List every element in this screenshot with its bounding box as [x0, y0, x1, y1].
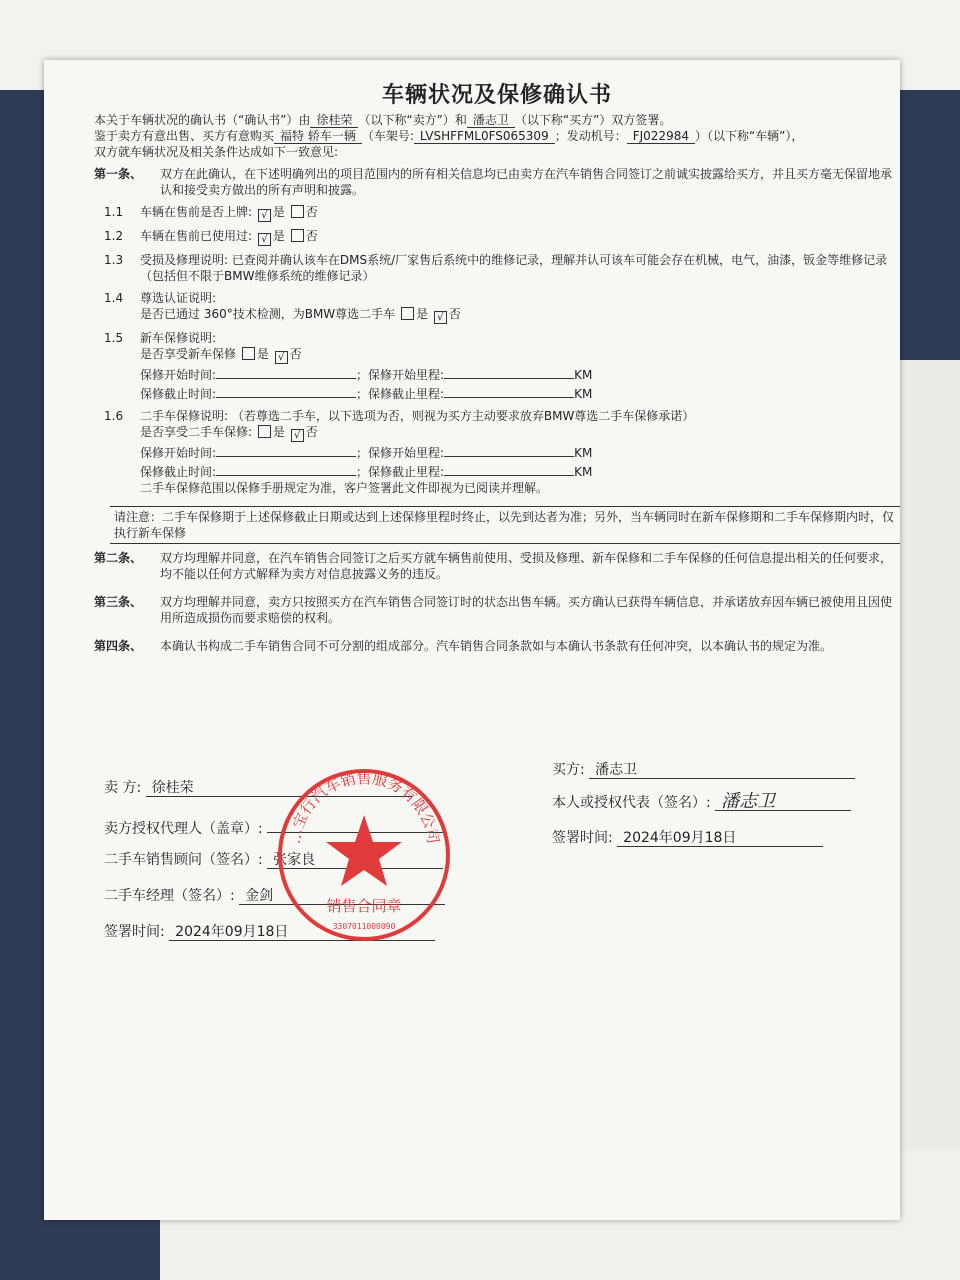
yes-label: 是 — [416, 307, 429, 321]
end-time-field[interactable] — [216, 463, 356, 476]
no-label: 否 — [305, 229, 318, 243]
seal-outer-path: …宝行汽车销售服务有限公司 — [285, 769, 443, 846]
seal-star-icon — [326, 815, 402, 886]
article-1 — [94, 166, 900, 198]
item-number: 1.3 — [104, 253, 124, 267]
intro-text: （以下称“买方”）双方签署。 — [514, 113, 672, 127]
buyer-date-value: 2024年09月18日 — [617, 830, 823, 847]
checkbox-yes-checked[interactable]: √ — [258, 209, 271, 222]
end-km-field[interactable] — [444, 463, 574, 476]
advisor-value: 张家良 — [267, 852, 443, 869]
vin-number: LVSHFFML0FS065309 — [414, 129, 555, 144]
yes-label: 是 — [272, 229, 285, 243]
buyer-label: 买方: — [552, 762, 585, 778]
item-1-4-text — [140, 290, 900, 324]
end-km-field[interactable] — [444, 385, 574, 398]
checkbox-no-checked[interactable]: √ — [275, 351, 288, 364]
advisor-label: 二手车销售顾问（签名）: — [104, 852, 263, 868]
warranty-start-row — [140, 366, 900, 383]
item-number: 1.2 — [104, 229, 124, 243]
km-unit: KM — [574, 446, 593, 460]
km-unit: KM — [574, 368, 593, 382]
warranty-scope-text: 二手车保修范围以保修手册规定为准，客户签署此文件即视为已阅读并理解。 — [140, 481, 549, 495]
item-number: 1.6 — [104, 409, 124, 423]
no-label: 否 — [305, 425, 318, 439]
checkbox-no-checked[interactable]: √ — [434, 311, 447, 324]
start-km-field[interactable] — [444, 444, 574, 457]
intro-line-1 — [94, 112, 900, 128]
manager-value: 金剑 — [239, 888, 445, 905]
item-1-2 — [94, 228, 900, 246]
document-title: 车辆状况及保修确认书 — [381, 83, 612, 108]
checkbox-yes-checked[interactable]: √ — [258, 233, 271, 246]
seller-date-value: 2024年09月18日 — [169, 924, 435, 941]
yes-label: 是 — [272, 425, 285, 439]
end-time-field[interactable] — [216, 385, 356, 398]
seller-name: 徐桂荣 — [310, 113, 358, 128]
article-1-head: 第一条、 — [94, 167, 143, 181]
item-1-4 — [94, 290, 900, 324]
buyer-date-row — [552, 830, 823, 847]
start-time-field[interactable] — [216, 444, 356, 457]
buyer-signature: 潘志卫 — [715, 794, 851, 811]
article-1-text: 双方在此确认，在下述明确列出的项目范围内的所有相关信息均已由卖方在汽车销售合同签订之前诚实披露给买方，并且买方毫无保留地承认和接受卖方做出的所有声明和披露。 — [160, 167, 893, 197]
used-warranty-end-row — [140, 463, 900, 480]
item-1-1-text — [140, 204, 900, 222]
intro-text: ）（以下称“车辆”）， — [694, 129, 804, 143]
item-1-5-text — [140, 330, 900, 402]
start-time-label: 保修开始时间: — [140, 368, 217, 382]
article-3-text: 双方均理解并同意，卖方只按照买方在汽车销售合同签订时的状态出售车辆。买方确认已获得车辆信息，并承诺放弃因车辆已被使用且因使用所造成损伤而要求赔偿的权利。 — [160, 595, 893, 625]
no-label: 否 — [305, 205, 318, 219]
item-1-3-text: 受损及修理说明: 已查阅并确认该车在DMS系统/厂家售后系统中的维修记录，理解并认可该车可能会存在机械，电气，油漆，钣金等维修记录（包括但不限于BMW维修系统的维修记录） — [140, 253, 888, 283]
item-label: 车辆在售前是否上牌: — [140, 205, 253, 219]
intro-text: （以下称“卖方”）和 — [358, 113, 467, 127]
item-1-5 — [94, 330, 900, 402]
checkbox-yes[interactable] — [401, 307, 414, 320]
article-4-head: 第四条、 — [94, 639, 143, 653]
vehicle-model: 福特 轿车一辆 — [274, 129, 362, 144]
buyer-value: 潘志卫 — [589, 762, 855, 779]
manager-label: 二手车经理（签名）: — [104, 888, 235, 904]
yes-label: 是 — [256, 347, 269, 361]
checkbox-no[interactable] — [291, 205, 304, 218]
seal-inner-text: 销售合同章 — [326, 897, 402, 915]
yes-label: 是 — [272, 205, 285, 219]
notice-box: 请注意：二手车保修期于上述保修截止日期或达到上述保修里程时终止，以先到达者为准；另外，当车辆同时在新车保修期和二手车保修期内时，仅执行新车保修 — [110, 506, 900, 544]
buyer-date-label: 签署时间: — [552, 830, 613, 846]
intro-text: ；发动机号： — [554, 129, 627, 143]
no-label: 否 — [448, 307, 461, 321]
used-warranty-start-row — [140, 444, 900, 461]
item-label: 是否已通过 360°技术检测，为BMW尊选二手车 — [140, 307, 396, 321]
buyer-rep-row — [552, 791, 851, 812]
buyer-name: 潘志卫 — [467, 113, 515, 128]
intro-line-2 — [94, 128, 900, 144]
article-3-head: 第三条、 — [94, 595, 143, 609]
intro-text: 本关于车辆状况的确认书（“确认书”）由 — [94, 113, 311, 127]
end-km-label: ；保修截止里程: — [356, 387, 445, 401]
document-sheet — [44, 60, 900, 1220]
engine-number: FJ022984 — [627, 129, 695, 144]
item-number: 1.5 — [104, 331, 124, 345]
warranty-end-row — [140, 385, 900, 402]
company-seal-stamp — [274, 765, 454, 945]
checkbox-no[interactable] — [291, 229, 304, 242]
start-km-field[interactable] — [444, 366, 574, 379]
article-2-text: 双方均理解并同意，在汽车销售合同签订之后买方就车辆售前使用、受损及修理、新车保修和二手车保修的任何信息提出相关的任何要求，均不能以任何方式解释为卖方对信息披露义务的违反。 — [160, 551, 893, 581]
item-number: 1.1 — [104, 205, 124, 219]
start-km-label: ；保修开始里程: — [356, 368, 445, 382]
article-3 — [94, 594, 900, 626]
article-2 — [94, 550, 900, 582]
start-time-field[interactable] — [216, 366, 356, 379]
start-time-label: 保修开始时间: — [140, 446, 217, 460]
item-number: 1.4 — [104, 291, 124, 305]
article-4-text: 本确认书构成二手车销售合同不可分割的组成部分。汽车销售合同条款如与本确认书条款有任何冲突，以本确认书的规定为准。 — [160, 639, 833, 653]
item-1-3 — [94, 252, 900, 284]
end-km-label: ；保修截止里程: — [356, 465, 445, 479]
km-unit: KM — [574, 465, 593, 479]
no-label: 否 — [289, 347, 302, 361]
item-title: 新车保修说明: — [140, 331, 217, 345]
item-title: 二手车保修说明: （若尊选二手车，以下选项为否，则视为买方主动要求放弃BMW尊选二手车保修承诺） — [140, 409, 695, 423]
checkbox-no-checked[interactable]: √ — [291, 429, 304, 442]
km-unit: KM — [574, 387, 593, 401]
buyer-sign-row — [552, 762, 855, 779]
item-1-6 — [94, 408, 900, 496]
checkbox-yes[interactable] — [242, 347, 255, 360]
item-title: 尊选认证说明: — [140, 291, 217, 305]
document-body — [94, 60, 900, 1220]
start-km-label: ；保修开始里程: — [356, 446, 445, 460]
end-time-label: 保修截止时间: — [140, 465, 217, 479]
item-label: 是否享受新车保修 — [140, 347, 237, 361]
item-1-6-text — [140, 408, 900, 496]
intro-text: （车架号: — [361, 129, 414, 143]
end-time-label: 保修截止时间: — [140, 387, 217, 401]
item-1-1 — [94, 204, 900, 222]
checkbox-yes[interactable] — [258, 425, 271, 438]
seller-value: 徐桂荣 — [146, 780, 412, 797]
agent-label: 卖方授权代理人（盖章）: — [104, 821, 263, 837]
item-label: 车辆在售前已使用过: — [140, 229, 253, 243]
item-1-2-text — [140, 228, 900, 246]
item-label: 是否享受二手车保修: — [140, 425, 253, 439]
intro-text: 鉴于卖方有意出售、买方有意购买 — [94, 129, 275, 143]
article-2-head: 第二条、 — [94, 551, 143, 565]
intro-line-3: 双方就车辆状况及相关条件达成如下一致意见: — [94, 145, 339, 159]
article-4 — [94, 638, 900, 654]
seller-label: 卖 方: — [104, 780, 142, 796]
buyer-rep-label: 本人或授权代表（签名）: — [552, 795, 711, 811]
seal-serial: 3307011000090 — [332, 922, 396, 931]
seller-date-label: 签署时间: — [104, 924, 165, 940]
